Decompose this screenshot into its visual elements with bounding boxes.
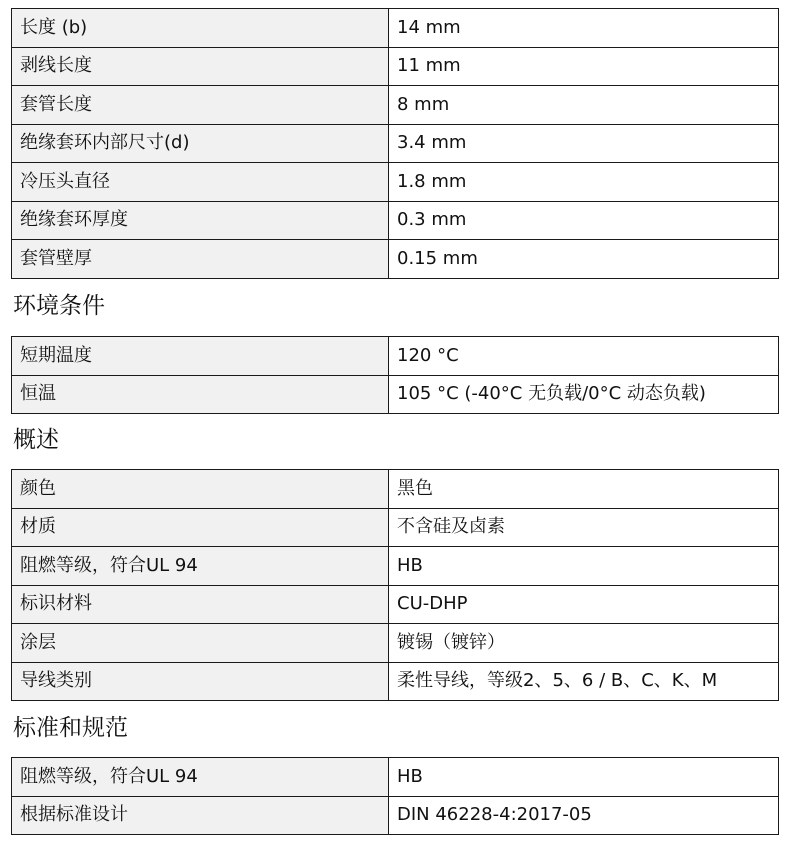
row-value: 120 °C	[389, 337, 779, 376]
table-row	[12, 124, 779, 163]
row-label: 套管壁厚	[12, 240, 389, 279]
row-value: HB	[389, 547, 779, 586]
row-label: 剥线长度	[12, 47, 389, 86]
table-row	[12, 470, 779, 509]
row-value: 14 mm	[389, 9, 779, 48]
row-value: CU-DHP	[389, 585, 779, 624]
row-value: 105 °C (-40°C 无负载/0°C 动态负载)	[389, 375, 779, 414]
row-label: 长度 (b)	[12, 9, 389, 48]
row-value: DIN 46228-4:2017-05	[389, 796, 779, 835]
table-row	[12, 796, 779, 835]
row-value: 0.15 mm	[389, 240, 779, 279]
row-label: 材质	[12, 508, 389, 547]
row-label: 短期温度	[12, 337, 389, 376]
environment-table	[11, 336, 779, 414]
table-row	[12, 163, 779, 202]
table-row	[12, 201, 779, 240]
table-row	[12, 86, 779, 125]
table-row	[12, 508, 779, 547]
table-row	[12, 337, 779, 376]
row-value: 1.8 mm	[389, 163, 779, 202]
table-row	[12, 9, 779, 48]
section-heading-standards: 标准和规范	[13, 715, 128, 741]
table-row	[12, 585, 779, 624]
row-label: 冷压头直径	[12, 163, 389, 202]
row-label: 恒温	[12, 375, 389, 414]
row-label: 绝缘套环厚度	[12, 201, 389, 240]
table-row	[12, 624, 779, 663]
table-row	[12, 758, 779, 797]
table-row	[12, 662, 779, 701]
row-label: 颜色	[12, 470, 389, 509]
row-label: 阻燃等级，符合UL 94	[12, 547, 389, 586]
table-row	[12, 240, 779, 279]
row-label: 根据标准设计	[12, 796, 389, 835]
overview-table	[11, 469, 779, 701]
row-label: 阻燃等级，符合UL 94	[12, 758, 389, 797]
table-row	[12, 47, 779, 86]
row-label: 套管长度	[12, 86, 389, 125]
row-value: 8 mm	[389, 86, 779, 125]
section-heading-environment: 环境条件	[13, 293, 105, 319]
row-value: 11 mm	[389, 47, 779, 86]
row-value: 黑色	[389, 470, 779, 509]
row-value: 不含硅及卤素	[389, 508, 779, 547]
row-label: 绝缘套环内部尺寸(d)	[12, 124, 389, 163]
dimensions-table	[11, 8, 779, 279]
row-label: 标识材料	[12, 585, 389, 624]
standards-table	[11, 757, 779, 835]
row-value: 0.3 mm	[389, 201, 779, 240]
table-row	[12, 375, 779, 414]
row-value: 镀锡（镀锌）	[389, 624, 779, 663]
row-value: 3.4 mm	[389, 124, 779, 163]
row-label: 导线类别	[12, 662, 389, 701]
row-value: HB	[389, 758, 779, 797]
row-value: 柔性导线，等级2、5、6 / B、C、K、M	[389, 662, 779, 701]
row-label: 涂层	[12, 624, 389, 663]
table-row	[12, 547, 779, 586]
section-heading-overview: 概述	[13, 427, 59, 453]
